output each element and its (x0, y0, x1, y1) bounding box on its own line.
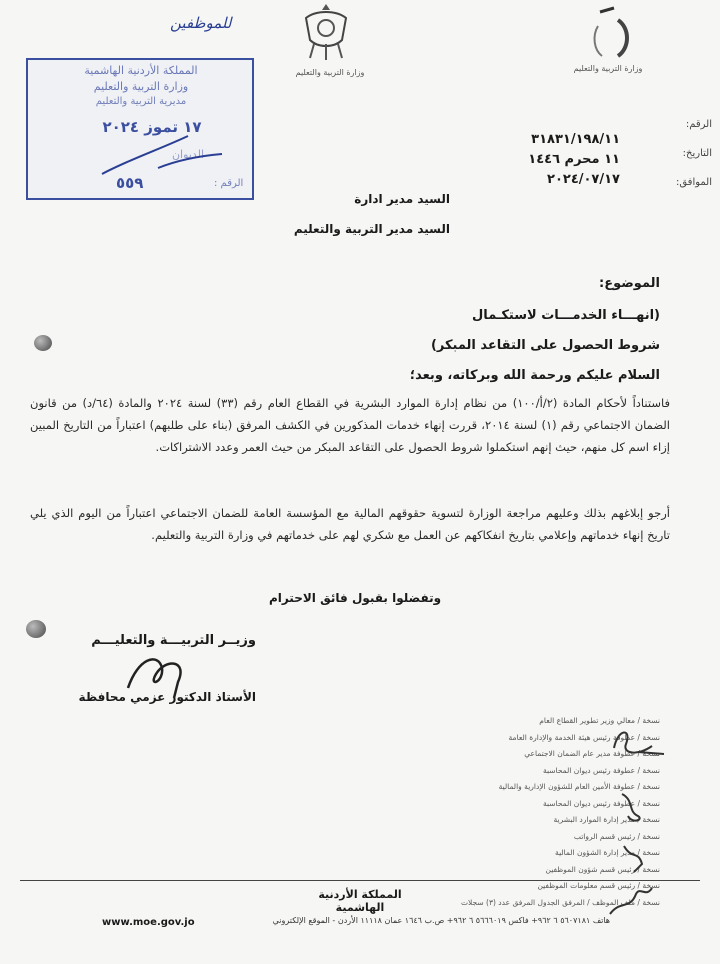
punch-hole (26, 620, 46, 638)
stamp-date: ١٧ تموز ٢٠٢٤ (102, 118, 202, 136)
body-paragraph-2: أرجو إبلاغهم بذلك وعليهم مراجعة الوزارة لتسوية حقوقهم المالية مع المؤسسة العامة للضمان الاجتماعي اعتباراً من اليوم الذي يلي تاريخ إنهاء خدماتهم وإعلامي بتاريخ انفكاكهم عن العمل مع شكري لهم على خدماتهم في وزارة التربية والتعليم. (30, 506, 670, 542)
addressee-2: السيد مدير التربية والتعليم (293, 222, 450, 236)
stamp-department: الديوان (171, 148, 205, 161)
national-crest-icon (296, 0, 356, 64)
list-item: نسخة / عطوفة الأمين العام للشؤون الإدارية والمالية (498, 782, 660, 791)
initials-mark-icon (608, 836, 668, 876)
hijri-date: ١١ محرم ١٤٤٦ (528, 152, 620, 167)
list-item: نسخة / مدير إدارة الموارد البشرية (553, 815, 660, 824)
body-paragraph-1: فاستناداً لأحكام المادة (٢/أ/١٠٠) من نظام إدارة الموارد البشرية في القطاع العام رقم (٣٣) لسنة ٢٠٢٤ والمادة (٦٤/د) من قانون الضمان الاجتماعي رقم (١) لسنة ٢٠١٤، قررت إنهاء خدمات المذكورين في الكشف المرفق (بناء على طلبهم) اعتباراً من التاريخ المبين إزاء اسم كل منهم، حيث إنهم استكملوا شروط الحصول على التقاعد المبكر من حيث العمر وعدد الاشتراكات. (30, 396, 670, 454)
list-item: نسخة / رئيس قسم شؤون الموظفين (545, 864, 660, 874)
greeting: السلام عليكم ورحمة الله وبركاته، وبعد؛ (409, 368, 660, 383)
stamp-scribble-icon (98, 130, 228, 180)
list-item: نسخة / عطوفة رئيس هيئة الخدمة والإدارة العامة (508, 732, 660, 742)
ministry-logo-caption: وزارة التربية والتعليم (573, 64, 643, 73)
footer-address: هاتف ٥٦٠٧١٨١ ٦ ٩٦٢+ فاكس ٥٦٦٦٠١٩ ٦ ٩٦٢+ ص.ب ١٦٤٦ عمان ١١١١٨ الأردن - الموقع الإلكتروني (272, 916, 610, 925)
reference-number: ٣١٨٣١/١٩٨/١١ (531, 132, 620, 147)
corresponding-label: الموافق: (675, 177, 712, 188)
footer-divider (20, 880, 700, 881)
list-item: نسخة / رئيس قسم معلومات الموظفين (537, 881, 660, 890)
stamp-line-2: وزارة التربية والتعليم (93, 80, 189, 93)
date-label: التاريخ: (682, 148, 712, 159)
initials-mark-icon (608, 786, 668, 826)
handwritten-note: للموظفين (170, 14, 232, 32)
stamp-line-1: المملكة الأردنية الهاشمية (84, 64, 198, 77)
closing-line: وتفضلوا بقبول فائق الاحترام (268, 591, 442, 605)
list-item: نسخة / عطوفة مدير عام الضمان الاجتماعي (524, 749, 660, 758)
subject-label: الموضوع: (599, 276, 660, 291)
signatory-title: وزيــر التربيـــة والتعليـــم (91, 633, 256, 648)
initials-mark-icon (608, 722, 668, 762)
header-values (470, 130, 620, 190)
signatory-name: الأستاذ الدكتور عزمي محافظة (78, 690, 256, 704)
ref-label: الرقم: (685, 119, 712, 130)
list-item: نسخة / مدير إدارة الشؤون المالية (555, 848, 660, 857)
subject-line-2: شروط الحصول على التقاعد المبكر) (430, 338, 660, 353)
list-item: نسخة / ملف الموظف / المرفق الجدول المرفق عدد (٣) سجلات (460, 897, 660, 907)
stamp-number-value: ٥٥٩ (116, 174, 144, 192)
list-item: نسخة / معالي وزير تطوير القطاع العام (539, 716, 660, 725)
crest-caption: وزارة التربية والتعليم (295, 68, 365, 77)
addressee-1: السيد مدير ادارة (354, 192, 450, 206)
punch-hole (34, 335, 52, 351)
header-labels (632, 110, 712, 197)
stamp-number-label: الرقم : (214, 178, 244, 189)
list-item: نسخة / رئيس قسم الرواتب (573, 831, 660, 841)
gregorian-date: ٢٠٢٤/٠٧/١٧ (547, 172, 620, 187)
footer-kingdom: المملكة الأردنية الهاشمية (318, 888, 402, 914)
stamp-line-3: مديرية التربية والتعليم (95, 96, 187, 107)
subject-line-1: (انهـــاء الخدمـــات لاستكـمال (472, 308, 660, 323)
incoming-stamp (26, 58, 254, 200)
initials-mark-icon (600, 880, 660, 920)
list-item: نسخة / عطوفة رئيس ديوان المحاسبة (542, 765, 660, 775)
list-item: نسخة / عطوفة رئيس ديوان المحاسبة (542, 798, 660, 808)
footer-website: www.moe.gov.jo (102, 917, 195, 928)
